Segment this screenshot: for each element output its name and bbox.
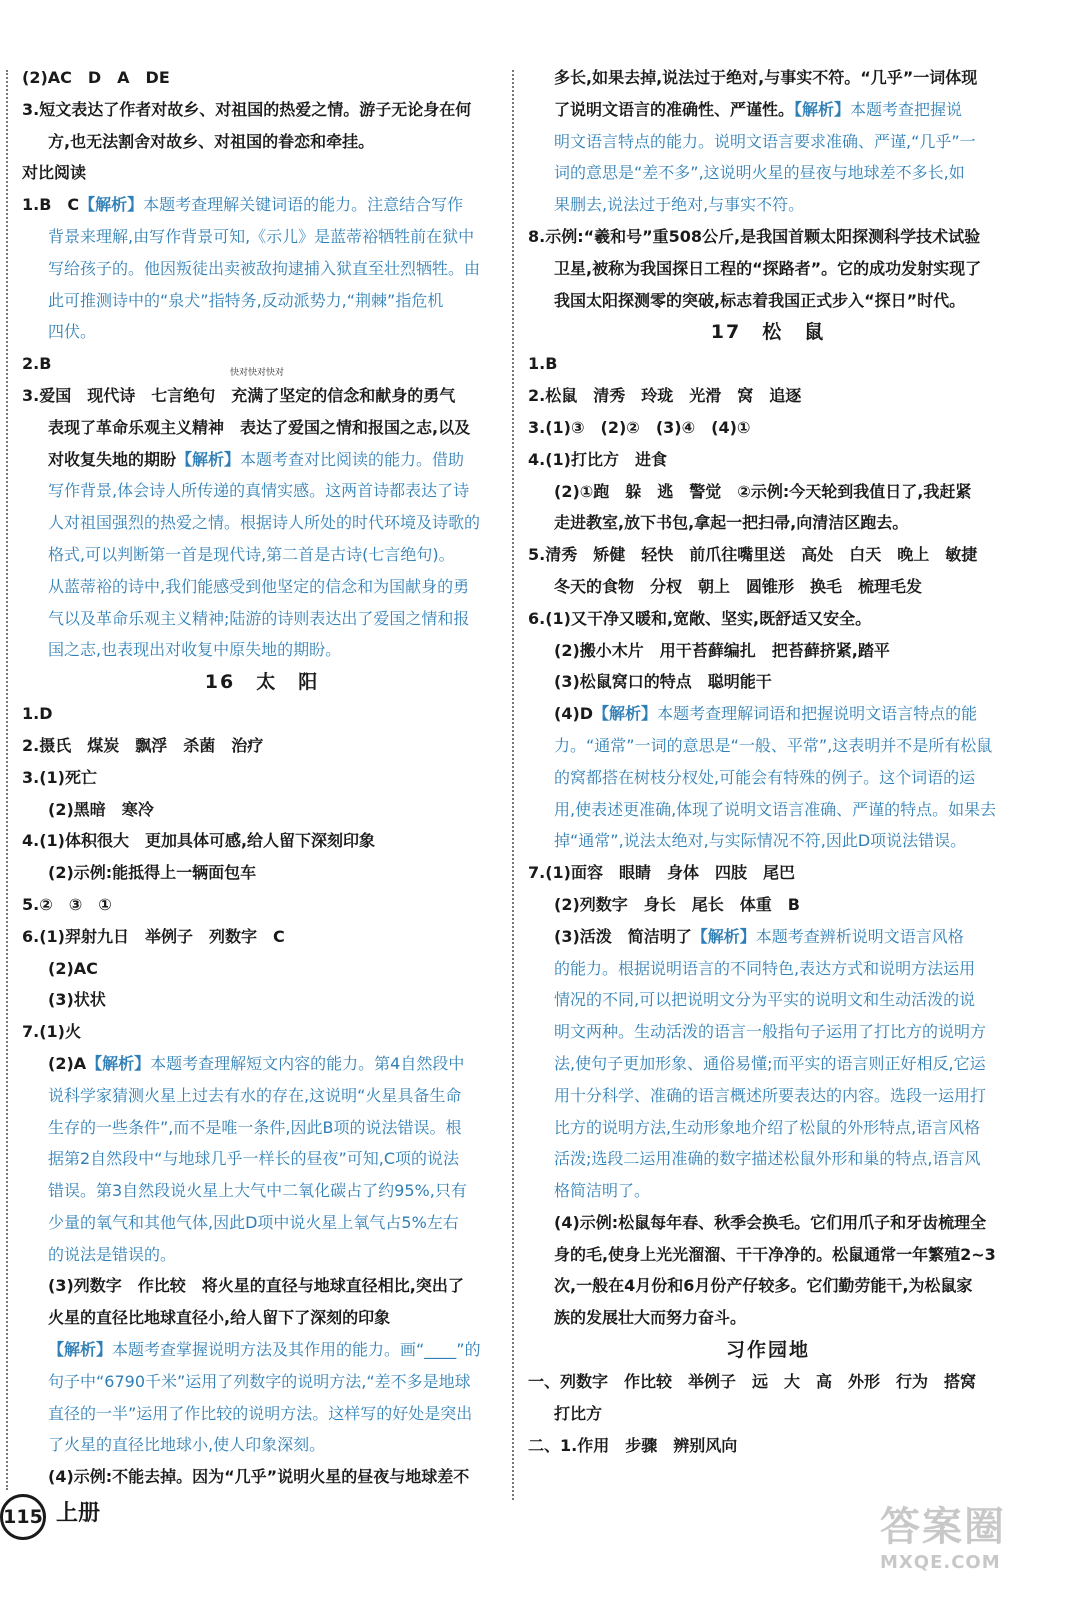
answer-line	[528, 1016, 1008, 1048]
answer-text: 对收复失地的期盼	[48, 449, 177, 469]
left-margin-rule	[6, 70, 8, 1490]
explanation-text: 句子中“6790千米”运用了列数字的说明方法,“差不多是地球	[48, 1371, 471, 1391]
answer-line	[528, 126, 1008, 158]
explanation-text: 明文语言特点的能力。说明文语言要求准确、严谨,“几乎”一	[554, 131, 976, 151]
answer-line	[528, 539, 1008, 571]
answer-line	[528, 1207, 1008, 1239]
answer-line	[22, 1429, 502, 1461]
answer-text: (2)①跑 躲 逃 警觉 ②示例:今天轮到我值日了,我赶紧	[554, 481, 972, 501]
explanation-text: 人对祖国强烈的热爱之情。根据诗人所处的时代环境及诗歌的	[48, 513, 481, 533]
explanation-text: 明文两种。生动活泼的语言一般指句子运用了打比方的说明方	[554, 1022, 987, 1042]
answer-line	[22, 539, 502, 571]
answer-line	[528, 1143, 1008, 1175]
answer-line	[22, 157, 502, 189]
answer-text: 族的发展壮大而努力奋斗。	[554, 1308, 747, 1328]
answer-line	[22, 1366, 502, 1398]
answer-line	[22, 1048, 502, 1080]
answer-text: 表现了革命乐观主义精神 表达了爱国之情和报国之志,以及	[48, 417, 471, 437]
answer-text: 方,也无法割舍对故乡、对祖国的眷恋和牵挂。	[48, 131, 375, 151]
answer-line	[528, 1239, 1008, 1271]
answer-line	[528, 730, 1008, 762]
explanation-text: 本题考查辨析说明文语言风格	[755, 926, 964, 946]
answer-line	[22, 794, 502, 826]
answer-text: 身的毛,使身上光光溜溜、干干净净的。松鼠通常一年繁殖2~3	[554, 1244, 996, 1264]
answer-line	[528, 698, 1008, 730]
answer-text: (3)活泼 简洁明了	[554, 926, 692, 946]
answer-text: (3)松鼠窝口的特点 聪明能干	[554, 672, 772, 692]
answer-text: 1.B	[528, 354, 558, 374]
answer-line	[22, 1207, 502, 1239]
answer-text: 1.D	[22, 704, 53, 724]
answer-line	[22, 1112, 502, 1144]
answer-line	[528, 444, 1008, 476]
answer-text: 一、列数字 作比较 举例子 远 大 高 外形 行为 搭窝	[528, 1372, 977, 1392]
answer-line	[528, 285, 1008, 317]
volume-label: 上册	[56, 1501, 101, 1526]
page-footer	[0, 1490, 300, 1540]
answer-line	[528, 794, 1008, 826]
answer-line	[22, 62, 502, 94]
answer-line	[22, 1270, 502, 1302]
analysis-tag: 【解析】	[691, 926, 756, 946]
answer-line	[528, 666, 1008, 698]
answer-line	[528, 221, 1008, 253]
answer-text: 2.摄氏 煤炭 飘浮 杀菌 治疗	[22, 735, 264, 755]
explanation-text: 本题考查理解词语和把握说明文语言特点的能	[657, 704, 978, 724]
explanation-text: 四伏。	[48, 322, 97, 342]
answer-text: (2)搬小木片 用干苔藓编扎 把苔藓挤紧,踏平	[554, 640, 890, 660]
answer-text: 8.示例:“羲和号”重508公斤,是我国首颗太阳探测科学技术试验	[528, 226, 981, 246]
answer-line	[528, 62, 1008, 94]
explanation-text: 格简洁明了。	[554, 1181, 651, 1201]
analysis-tag: 【解析】	[794, 99, 851, 119]
left-column	[22, 62, 502, 1493]
answer-line	[22, 94, 502, 126]
analysis-tag: 【解析】	[593, 704, 658, 724]
explanation-text: 的说法是错误的。	[48, 1244, 177, 1264]
explanation-text: 写作背景,体会诗人所传递的真情实感。这两首诗都表达了诗	[48, 481, 470, 501]
answer-line	[528, 507, 1008, 539]
explanation-text: 用十分科学、准确的语言概述所要表达的内容。选段一运用打	[554, 1085, 987, 1105]
answer-text: (2)示例:能抵得上一辆面包车	[48, 863, 257, 883]
answer-text: (2)A	[48, 1053, 87, 1073]
explanation-text: 力。“通常”一词的意思是“一般、平常”,这表明并不是所有松鼠	[554, 735, 993, 755]
right-column	[528, 62, 1008, 1461]
answer-line	[528, 348, 1008, 380]
explanation-text: 写给孩子的。他因叛徒出卖被敌拘逮捕入狱直至壮烈牺牲。由	[48, 258, 481, 278]
page-number: 115	[0, 1494, 46, 1540]
answer-line	[528, 921, 1008, 953]
answer-text: 3.爱国 现代诗 七言绝句 充满了坚定的信念和献身的勇气	[22, 385, 456, 405]
answer-line	[528, 984, 1008, 1016]
answer-text: 5.② ③ ①	[22, 894, 112, 914]
answer-line	[22, 1334, 502, 1366]
answer-line	[528, 1048, 1008, 1080]
section-title: 16 太 阳	[204, 671, 320, 694]
watermark-logo: 答案圈	[880, 1504, 1006, 1550]
answer-line	[22, 698, 502, 730]
answer-text: (2)AC	[48, 958, 98, 978]
answer-line	[528, 1175, 1008, 1207]
answer-text: 6.(1)又干净又暖和,宽敞、坚实,既舒适又安全。	[528, 608, 872, 628]
answer-line	[22, 984, 502, 1016]
answer-line	[528, 857, 1008, 889]
answer-text: 6.(1)羿射九日 举例子 列数字 C	[22, 926, 285, 946]
explanation-text: 此可推测诗中的“泉犬”指特务,反动派势力,“荆棘”指危机	[48, 290, 444, 310]
answer-line	[22, 189, 502, 221]
answer-line	[528, 1366, 1008, 1398]
answer-text: (4)示例:松鼠每年春、秋季会换毛。它们用爪子和牙齿梳理全	[554, 1212, 987, 1232]
answer-line	[22, 1239, 502, 1271]
answer-line	[22, 253, 502, 285]
answer-line	[528, 1302, 1008, 1334]
explanation-text: 背景来理解,由写作背景可知,《示儿》是蓝蒂裕牺牲前在狱中	[48, 226, 475, 246]
watermark-site: MXQE.COM	[880, 1552, 1001, 1573]
answer-line	[528, 412, 1008, 444]
answer-line	[528, 189, 1008, 221]
explanation-text: 生存的一些条件”,而不是唯一条件,因此B项的说法错误。根	[48, 1117, 462, 1137]
answer-line	[528, 1270, 1008, 1302]
explanation-text: 法,使句子更加形象、通俗易懂;而平实的语言则正好相反,它运	[554, 1053, 986, 1073]
answer-line	[22, 1080, 502, 1112]
answer-text: 7.(1)面容 眼睛 身体 四肢 尾巴	[528, 863, 795, 883]
explanation-text: 比方的说明方法,生动形象地介绍了松鼠的外形特点,语言风格	[554, 1117, 981, 1137]
answer-text: 2.松鼠 清秀 玲珑 光滑 窝 追逐	[528, 386, 802, 406]
explanation-text: 据第2自然段中“与地球几乎一样长的昼夜”可知,C项的说法	[48, 1149, 460, 1169]
analysis-tag: 【解析】	[86, 1053, 151, 1073]
explanation-text: 本题考查对比阅读的能力。借助	[240, 449, 465, 469]
explanation-text: 说科学家猜测火星上过去有水的存在,这说明“火星具备生命	[48, 1085, 462, 1105]
answer-line	[22, 380, 502, 412]
answer-line	[528, 889, 1008, 921]
explanation-text: 直径的一半”运用了作比较的说明方法。这样写的好处是突出	[48, 1403, 473, 1423]
answer-text: 打比方	[554, 1403, 603, 1423]
explanation-text: 本题考查把握说	[850, 99, 963, 119]
answer-text: 多长,如果去掉,说法过于绝对,与事实不符。“几乎”一词体现	[554, 68, 978, 87]
answer-text: 3.(1)③ (2)② (3)④ (4)①	[528, 417, 751, 437]
answer-text: (3)状状	[48, 990, 106, 1010]
answer-line	[528, 635, 1008, 667]
answer-line	[528, 380, 1008, 412]
answer-line	[22, 1143, 502, 1175]
answer-line	[22, 126, 502, 158]
answer-text: 火星的直径比地球直径小,给人留下了深刻的印象	[48, 1308, 391, 1328]
answer-line	[22, 1016, 502, 1048]
explanation-text: 活泼;选段二运用准确的数字描述松鼠外形和巢的特点,语言风	[554, 1149, 981, 1169]
answer-text: (2)AC D A DE	[22, 68, 170, 87]
subheading: 对比阅读	[22, 163, 87, 183]
answer-line	[22, 475, 502, 507]
answer-line	[22, 316, 502, 348]
answer-line	[528, 762, 1008, 794]
answer-line	[528, 476, 1008, 508]
section-title: 习作园地	[725, 1339, 810, 1362]
answer-line	[22, 730, 502, 762]
answer-text: 7.(1)火	[22, 1022, 81, 1042]
explanation-text: 从蓝蒂裕的诗中,我们能感受到他坚定的信念和为国献身的勇	[48, 576, 470, 596]
explanation-text: 气以及革命乐观主义精神;陆游的诗则表达出了爱国之情和报	[48, 608, 470, 628]
answer-text: 2.B	[22, 354, 52, 374]
explanation-text: 少量的氧气和其他气体,因此D项中说火星上氧气占5%左右	[48, 1212, 459, 1232]
answer-line	[22, 634, 502, 666]
watermark	[880, 1495, 1060, 1595]
analysis-tag: 【解析】	[176, 449, 241, 469]
answer-text: (3)列数字 作比较 将火星的直径与地球直径相比,突出了	[48, 1276, 464, 1296]
explanation-text: 用,使表述更准确,体现了说明文语言准确、严谨的特点。如果去	[554, 799, 997, 819]
answer-line	[22, 953, 502, 985]
handwritten-note: 快对快对快对	[230, 368, 285, 378]
answer-line	[528, 253, 1008, 285]
answer-text: 4.(1)打比方 进食	[528, 449, 667, 469]
explanation-text: 格式,可以判断第一首是现代诗,第二首是古诗(七言绝句)。	[48, 544, 455, 564]
explanation-text: 本题考查理解短文内容的能力。第4自然段中	[150, 1053, 465, 1073]
answer-text: 4.(1)体积很大 更加具体可感,给人留下深刻印象	[22, 831, 376, 851]
explanation-text: 本题考查理解关键词语的能力。注意结合写作	[143, 195, 464, 215]
explanation-text: 词的意思是“差不多”,这说明火星的昼夜与地球差不多长,如	[554, 163, 965, 183]
answer-line	[22, 412, 502, 444]
answer-line	[22, 857, 502, 889]
answer-text: 1.B C	[22, 195, 80, 215]
answer-line	[528, 825, 1008, 857]
explanation-text: 果删去,说法过于绝对,与事实不符。	[554, 195, 805, 215]
explanation-text: 情况的不同,可以把说明文分为平实的说明文和生动活泼的说	[554, 990, 976, 1010]
answer-line	[528, 1398, 1008, 1430]
answer-line	[22, 825, 502, 857]
answer-line	[22, 285, 502, 317]
explanation-text: 的窝都搭在树枝分杈处,可能会有特殊的例子。这个词语的运	[554, 767, 976, 787]
answer-text: (4)示例:不能去掉。因为“几乎”说明火星的昼夜与地球差不	[48, 1467, 470, 1487]
answer-line	[528, 1430, 1008, 1462]
analysis-tag: 【解析】	[79, 195, 144, 215]
answer-line	[22, 889, 502, 921]
column-divider	[512, 70, 514, 1500]
explanation-text: 国之志,也表现出对收复中原失地的期盼。	[48, 640, 342, 660]
explanation-text: 了火星的直径比地球小,使人印象深刻。	[48, 1435, 326, 1455]
answer-line	[22, 921, 502, 953]
answer-line	[22, 1175, 502, 1207]
answer-line	[22, 603, 502, 635]
analysis-tag: 【解析】	[48, 1340, 113, 1360]
answer-line	[22, 1398, 502, 1430]
answer-text: 次,一般在4月份和6月份产仔较多。它们勤劳能干,为松鼠家	[554, 1276, 973, 1296]
answer-line	[528, 571, 1008, 603]
answer-text: (4)D	[554, 704, 594, 724]
answer-text: 我国太阳探测零的突破,标志着我国正式步入“探日”时代。	[554, 290, 966, 310]
answer-text: 走进教室,放下书包,拿起一把扫帚,向清洁区跑去。	[554, 513, 909, 533]
answer-text: 3.短文表达了作者对故乡、对祖国的热爱之情。游子无论身在何	[22, 99, 472, 119]
answer-line	[528, 94, 1008, 126]
answer-line	[528, 1080, 1008, 1112]
answer-line	[528, 157, 1008, 189]
answer-line	[22, 221, 502, 253]
answer-text: (2)列数字 身长 尾长 体重 B	[554, 894, 800, 914]
answer-line	[22, 444, 502, 476]
explanation-text: 的能力。根据说明语言的不同特色,表达方式和说明方法运用	[554, 958, 976, 978]
answer-line	[528, 603, 1008, 635]
answer-line	[22, 1461, 502, 1493]
answer-line	[22, 1302, 502, 1334]
answer-text: 二、1.作用 步骤 辨别风向	[528, 1435, 738, 1455]
answer-text: 了说明文语言的准确性、严谨性。	[554, 99, 795, 119]
section-title: 17 松 鼠	[710, 321, 826, 344]
answer-line	[22, 507, 502, 539]
answer-line	[528, 1112, 1008, 1144]
answer-text: 5.清秀 矫健 轻快 前爪往嘴里送 高处 白天 晚上 敏捷	[528, 545, 978, 565]
answer-line	[528, 953, 1008, 985]
answer-line	[22, 762, 502, 794]
explanation-text: 掉“通常”,说法太绝对,与实际情况不符,因此D项说法错误。	[554, 831, 967, 851]
answer-text: 卫星,被称为我国探日工程的“探路者”。它的成功发射实现了	[554, 258, 982, 278]
explanation-text: 本题考查掌握说明方法及其作用的能力。画“____”的	[112, 1340, 481, 1360]
answer-text: 3.(1)死亡	[22, 767, 97, 787]
answer-line	[22, 571, 502, 603]
explanation-text: 错误。第3自然段说火星上大气中二氧化碳占了约95%,只有	[48, 1181, 467, 1201]
answer-text: (2)黑暗 寒冷	[48, 799, 154, 819]
answer-text: 冬天的食物 分杈 朝上 圆锥形 换毛 梳理毛发	[554, 576, 923, 596]
